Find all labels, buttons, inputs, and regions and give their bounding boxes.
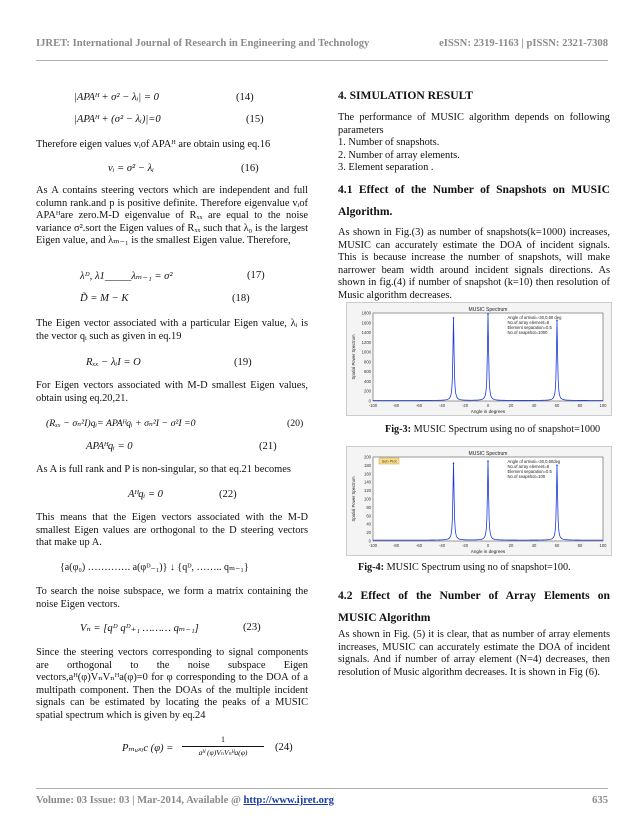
y-tick-label: 60 [366, 513, 371, 519]
paragraph: For Eigen vectors associated with M-D smallest Eigen values, obtain using eq.20,21. [36, 380, 308, 404]
equation-18 [80, 293, 310, 307]
y-tick-label: 0 [368, 398, 371, 404]
y-tick-label: 80 [366, 504, 371, 510]
list-item: 2. Number of array elements. [338, 149, 460, 161]
music-spectrum-chart-100 [347, 447, 611, 555]
x-tick-label: -20 [461, 403, 469, 408]
paragraph: This means that the Eigen vectors associated with the M-D smallest Eigen values are orthogonal to the D steering vectors that make up A. [36, 512, 308, 549]
x-tick-label: 80 [577, 403, 583, 408]
x-tick-label: -80 [392, 543, 400, 548]
page-number: 635 [592, 795, 608, 806]
list-item: 3. Element separation . [338, 162, 434, 174]
equation-15 [74, 114, 314, 128]
page-header [36, 38, 608, 58]
legend-entry: Angle of arrival=-30,0,60deg [507, 459, 561, 464]
x-tick-label: 40 [531, 403, 537, 408]
equation-number: (16) [241, 163, 259, 174]
equation-lhs: Pₘᵤₛᵢc (φ) = [122, 743, 174, 754]
x-tick-label: 80 [577, 543, 583, 548]
x-axis-label: Angle in degrees [470, 549, 506, 554]
spectrum-peak [487, 460, 489, 462]
journal-issn: eISSN: 2319-1163 | pISSN: 2321-7308 [439, 38, 608, 49]
y-tick-label: 0 [368, 538, 371, 544]
equation-20 [46, 418, 308, 432]
equation-set [60, 562, 310, 576]
equation-14 [74, 92, 314, 106]
paragraph: As shown in Fig.(3) as number of snapshots(k=1000) increases, MUSIC can accurately estimate the DOA of incident signals. This is because increase the number of snapshots, will make narrower beam width around incident signals directions. As shown in fig.(4) if number of snapshot (k=10) then resolution of Music algorithm decreases. [338, 227, 610, 301]
y-axis-label: Spatial Power Spectrum [351, 476, 356, 522]
y-tick-label: 1600 [361, 320, 371, 326]
fraction-bar [182, 746, 264, 747]
legend-entry: Angle of arrival=-30,0,60 deg [507, 315, 562, 320]
x-tick-label: 0 [486, 403, 490, 408]
x-tick-label: -20 [461, 543, 469, 548]
spectrum-peak [453, 317, 455, 319]
x-tick-label: 100 [599, 543, 607, 548]
spectrum-peak [453, 463, 455, 465]
subplot-badge-label: Sub Plot [381, 458, 397, 464]
equation-expr: {a(φ₀) …………. a(φᴰ₋₁)} ↓ {qᴰ, …….. qₘ₋₁} [60, 562, 249, 573]
y-tick-label: 20 [366, 530, 371, 536]
y-tick-label: 1400 [361, 330, 371, 336]
x-tick-label: 0 [486, 543, 490, 548]
x-tick-label: -80 [392, 403, 400, 408]
legend-entry: Element separation=0.5 [507, 469, 552, 474]
x-tick-label: -100 [368, 543, 378, 548]
y-tick-label: 400 [364, 378, 371, 384]
equation-16 [108, 163, 308, 177]
y-tick-label: 200 [364, 454, 371, 460]
spectrum-peak [556, 465, 558, 467]
figure-3 [346, 302, 612, 416]
page-footer [36, 795, 608, 806]
subsection-heading: 4.1 Effect of the Number of Snapshots on MUSIC Algorithm. [338, 183, 610, 218]
equation-numerator: 1 [221, 735, 225, 744]
x-tick-label: 20 [508, 403, 514, 408]
equation-number: (21) [259, 441, 277, 452]
figure-4 [346, 446, 612, 556]
legend-entry: No.of array element=8 [507, 464, 550, 469]
paragraph: Since the steering vectors corresponding to signal components are orthogonal to the noise subspace Eigen vectors,aᴴ(φ)VₙVₙᴴa(φ)=0 for φ corresponding to the DOA of a multipath component. Then the DOAs of the multiple incident signals can be estimated by locating the peaks of a MUSIC spatial spectrum which is given by eq.24 [36, 647, 308, 721]
paragraph: As A is full rank and P is non-singular, so that eq.21 becomes [36, 464, 291, 475]
equation-number: (15) [246, 114, 264, 125]
paragraph: To search the noise subspace, we form a matrix containing the noise Eigen vectors. [36, 586, 308, 610]
paragraph: As A contains steering vectors which are independent and full column rank.and p is positive definite. Therefore eigenvalue vᵢof APAᴴare zero.M-D eigenvalue of Rₓₓ are equal to the noise variance σ².sort the Eigen values of Rₓₓ such that λ₀ is the largest Eigen value, and λₘ₋₁ is the smallest Eigen value. Therefore, [36, 185, 308, 247]
equation-23 [80, 622, 310, 636]
equation-number: (18) [232, 293, 250, 304]
equation-expr: Aᴴqᵢ = 0 [128, 489, 163, 500]
music-spectrum-chart-1000 [347, 303, 611, 415]
y-tick-label: 1000 [361, 349, 371, 355]
equation-19 [86, 357, 306, 371]
x-tick-label: 60 [554, 543, 560, 548]
equation-expr: APAᴴqᵢ = 0 [86, 441, 133, 452]
equation-number: (17) [247, 270, 265, 281]
y-tick-label: 140 [364, 479, 371, 485]
figure-4-caption: Fig-4: MUSIC Spectrum using no of snapshot=100. [358, 562, 571, 573]
y-axis-label: Spatial Power Spectrum [351, 334, 356, 380]
y-tick-label: 100 [364, 496, 371, 502]
paragraph: The Eigen vector associated with a particular Eigen value, λᵢ is the vector qᵢ such as given in eq.19 [36, 318, 308, 342]
parameter-list [338, 137, 610, 175]
legend-entry: No.of snapshot=1000 [507, 330, 548, 335]
x-tick-label: 20 [508, 543, 514, 548]
equation-number: (14) [236, 92, 254, 103]
paragraph: The performance of MUSIC algorithm depends on following parameters [338, 112, 610, 136]
paragraph: Therefore eigen values vᵢof APAᴴ are obtain using eq.16 [36, 139, 271, 150]
y-tick-label: 1800 [361, 310, 371, 316]
equation-expr: D̃ = M − K [80, 293, 129, 304]
x-tick-label: -40 [438, 543, 446, 548]
chart-title: MUSIC Spectrum [468, 307, 508, 313]
equation-expr: vᵢ = σ² − λᵢ [108, 163, 154, 174]
x-tick-label: -40 [438, 403, 446, 408]
equation-expr: λᴰ, λ1_____λₘ₋₁ = σ² [80, 271, 173, 282]
y-tick-label: 800 [364, 359, 371, 365]
y-tick-label: 180 [364, 462, 371, 468]
legend-entry: Element separation=0.5 [507, 325, 552, 330]
x-tick-label: -60 [415, 543, 423, 548]
journal-link[interactable]: http://www.ijret.org [243, 795, 334, 806]
y-tick-label: 40 [366, 521, 371, 527]
equation-number: (19) [234, 357, 252, 368]
equation-number: (24) [275, 742, 293, 753]
section-heading: 4. SIMULATION RESULT [338, 89, 473, 102]
header-rule [36, 60, 608, 61]
x-axis-label: Angle in degrees [470, 409, 506, 414]
figure-3-caption: Fig-3: MUSIC Spectrum using no of snapshot=1000 [385, 424, 601, 435]
paragraph: As shown in Fig. (5) it is clear, that as number of array elements increases, MUSIC can accurately estimate the DOA of incident signals. And if number of array element (N=4) decreases, then resolution of Music algorithm decreases. It is shown in Fig (6). [338, 629, 610, 678]
equation-number: (23) [243, 622, 261, 633]
y-tick-label: 120 [364, 488, 371, 494]
equation-denominator: aᴴ (φ)VₙVₙᴴa(φ) [198, 748, 248, 757]
x-tick-label: -100 [368, 403, 378, 408]
y-tick-label: 160 [364, 471, 371, 477]
y-tick-label: 600 [364, 369, 371, 375]
x-tick-label: -60 [415, 403, 423, 408]
x-tick-label: 100 [599, 403, 607, 408]
subsection-heading: 4.2 Effect of the Number of Array Elements on MUSIC Algorithm [338, 589, 610, 624]
spectrum-peak [487, 313, 489, 315]
equation-22 [128, 489, 308, 503]
equation-expr: |APAᴴ + (σ² − λᵢ)|=0 [74, 114, 161, 125]
equation-expr: (Rₓₓ − σₙ²I)qᵢ= APAᴴqᵢ + σₙ²I − σ²I =0 [46, 418, 196, 429]
equation-21 [86, 441, 306, 455]
equation-17 [80, 270, 310, 284]
y-tick-label: 1200 [361, 339, 371, 345]
x-tick-label: 40 [531, 543, 537, 548]
footer-rule [36, 788, 608, 789]
x-tick-label: 60 [554, 403, 560, 408]
equation-number: (22) [219, 489, 237, 500]
chart-title: MUSIC Spectrum [468, 451, 508, 457]
journal-title: IJRET: International Journal of Research in Engineering and Technology [36, 38, 370, 49]
equation-expr: Rₓₓ − λᵢI = O [86, 357, 141, 368]
y-tick-label: 200 [364, 388, 371, 394]
legend-entry: No.of snapshot=100 [507, 474, 546, 479]
legend-entry: No.of array element=8 [507, 320, 550, 325]
list-item: 1. Number of snapshots. [338, 137, 440, 148]
equation-number: (20) [287, 418, 304, 429]
equation-24 [122, 735, 312, 767]
footer-volume: Volume: 03 Issue: 03 | Mar-2014, Available @ [36, 795, 244, 806]
equation-expr: Vₙ = [qᴰ qᴰ₊₁ ……… qₘ₋₁] [80, 623, 199, 634]
equation-expr: |APAᴴ + σ² − λᵢ| = 0 [74, 92, 159, 103]
